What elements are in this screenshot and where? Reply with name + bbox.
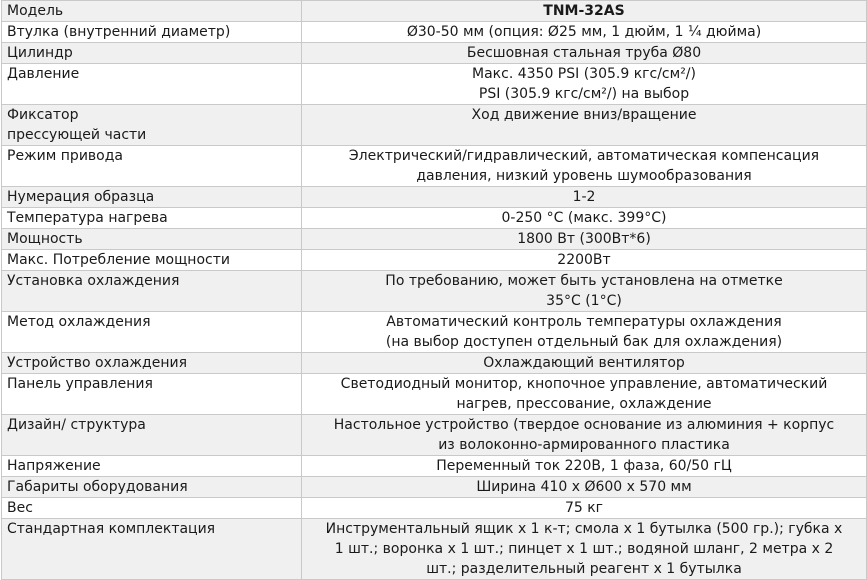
- spec-value: Переменный ток 220В, 1 фаза, 60/50 гЦ: [436, 458, 732, 474]
- spec-value: 35°C (1°C): [546, 293, 622, 309]
- spec-value: давления, низкий уровень шумообразования: [416, 168, 752, 184]
- spec-value: 75 кг: [564, 500, 604, 516]
- spec-value-cell: [302, 146, 867, 187]
- spec-label: Втулка (внутренний диаметр): [7, 24, 231, 40]
- spec-value-cell: [302, 477, 867, 498]
- spec-row: [2, 477, 867, 498]
- spec-label: Макс. Потребление мощности: [7, 252, 230, 268]
- spec-value-cell: [302, 43, 867, 64]
- spec-row: [2, 271, 867, 312]
- spec-value: Электрический/гидравлический, автоматическая компенсация: [348, 148, 820, 164]
- spec-row: [2, 456, 867, 477]
- spec-label: Панель управления: [7, 376, 153, 392]
- spec-label-cell: [2, 415, 302, 456]
- spec-value-cell: [302, 498, 867, 519]
- spec-value: 1 шт.; воронка х 1 шт.; пинцет х 1 шт.; водяной шланг, 2 метра х 2: [334, 541, 834, 557]
- spec-row: [2, 105, 867, 146]
- spec-table: [1, 0, 867, 580]
- spec-label-cell: [2, 353, 302, 374]
- spec-value-cell: [302, 271, 867, 312]
- spec-value: Настольное устройство (твердое основание из алюминия + корпус: [333, 417, 835, 433]
- spec-value-cell: [302, 105, 867, 146]
- spec-label: Установка охлаждения: [7, 273, 180, 289]
- spec-label: прессующей части: [7, 127, 147, 143]
- spec-row: [2, 208, 867, 229]
- spec-label-cell: [2, 477, 302, 498]
- spec-label: Метод охлаждения: [7, 314, 151, 330]
- spec-value-cell: [302, 415, 867, 456]
- spec-label-cell: [2, 1, 302, 22]
- spec-value: (на выбор доступен отдельный бак для охлаждения): [385, 334, 783, 350]
- spec-label-cell: [2, 271, 302, 312]
- spec-label: Давление: [7, 66, 80, 82]
- spec-label-cell: [2, 250, 302, 271]
- spec-label-cell: [2, 498, 302, 519]
- spec-label: Напряжение: [7, 458, 101, 474]
- spec-value: Ширина 410 х Ø600 х 570 мм: [476, 479, 692, 495]
- spec-value: шт.; разделительный реагент х 1 бутылка: [426, 561, 742, 577]
- spec-row: [2, 353, 867, 374]
- spec-label-cell: [2, 22, 302, 43]
- spec-value: TNM-32AS: [543, 3, 625, 19]
- spec-value: 1-2: [572, 189, 596, 205]
- spec-value-cell: [302, 22, 867, 43]
- spec-row: [2, 250, 867, 271]
- spec-value: из волоконно-армированного пластика: [438, 437, 730, 453]
- spec-label-cell: [2, 146, 302, 187]
- spec-row: [2, 498, 867, 519]
- spec-value: 2200Вт: [557, 252, 611, 268]
- spec-label: Режим привода: [7, 148, 123, 164]
- spec-value: Автоматический контроль температуры охлаждения: [386, 314, 782, 330]
- spec-label-cell: [2, 105, 302, 146]
- spec-label-cell: [2, 187, 302, 208]
- spec-label: Модель: [7, 3, 64, 19]
- spec-table-body: [2, 1, 867, 580]
- spec-label: Цилиндр: [7, 45, 73, 61]
- spec-label: Вес: [7, 500, 33, 516]
- spec-label: Стандартная комплектация: [7, 521, 216, 537]
- spec-label-cell: [2, 43, 302, 64]
- spec-row: [2, 64, 867, 105]
- spec-label-cell: [2, 208, 302, 229]
- spec-row: [2, 312, 867, 353]
- spec-value: Бесшовная стальная труба Ø80: [466, 45, 702, 61]
- spec-label: Нумерация образца: [7, 189, 155, 205]
- spec-label-cell: [2, 229, 302, 250]
- spec-value-cell: [302, 519, 867, 580]
- spec-value-cell: [302, 1, 867, 22]
- spec-label: Габариты оборудования: [7, 479, 188, 495]
- spec-row: [2, 374, 867, 415]
- spec-row: [2, 146, 867, 187]
- spec-value-cell: [302, 456, 867, 477]
- spec-value: нагрев, прессование, охлаждение: [456, 396, 712, 412]
- spec-label-cell: [2, 519, 302, 580]
- spec-label-cell: [2, 374, 302, 415]
- spec-value: По требованию, может быть установлена на отметке: [385, 273, 783, 289]
- spec-value: PSI (305.9 кгс/см²/) на выбор: [478, 86, 690, 102]
- spec-row: [2, 43, 867, 64]
- spec-label: Температура нагрева: [7, 210, 168, 226]
- spec-row: [2, 229, 867, 250]
- spec-value-cell: [302, 312, 867, 353]
- spec-value-cell: [302, 374, 867, 415]
- spec-label-cell: [2, 456, 302, 477]
- spec-value: Ø30-50 мм (опция: Ø25 мм, 1 дюйм, 1 ¼ дюйма): [406, 24, 762, 40]
- spec-label-cell: [2, 64, 302, 105]
- spec-value-cell: [302, 229, 867, 250]
- spec-value-cell: [302, 208, 867, 229]
- spec-row: [2, 519, 867, 580]
- spec-value-cell: [302, 353, 867, 374]
- spec-label: Устройство охлаждения: [7, 355, 188, 371]
- spec-value: 0-250 °C (макс. 399°C): [501, 210, 667, 226]
- spec-value: Охлаждающий вентилятор: [483, 355, 685, 371]
- spec-value-cell: [302, 64, 867, 105]
- spec-label: Дизайн/ структура: [7, 417, 146, 433]
- spec-value: 1800 Вт (300Вт*6): [517, 231, 651, 247]
- spec-value-cell: [302, 187, 867, 208]
- spec-value: Макс. 4350 PSI (305.9 кгс/см²/): [472, 66, 696, 82]
- spec-value-cell: [302, 250, 867, 271]
- spec-label-cell: [2, 312, 302, 353]
- spec-row: [2, 22, 867, 43]
- spec-row: [2, 1, 867, 22]
- spec-label: Мощность: [7, 231, 83, 247]
- spec-row: [2, 415, 867, 456]
- spec-value: Светодиодный монитор, кнопочное управление, автоматический: [340, 376, 828, 392]
- spec-value: Ход движение вниз/вращение: [471, 107, 697, 123]
- spec-value: Инструментальный ящик х 1 к-т; смола х 1 бутылка (500 гр.); губка х: [325, 521, 843, 537]
- spec-row: [2, 187, 867, 208]
- spec-label: Фиксатор: [7, 107, 79, 123]
